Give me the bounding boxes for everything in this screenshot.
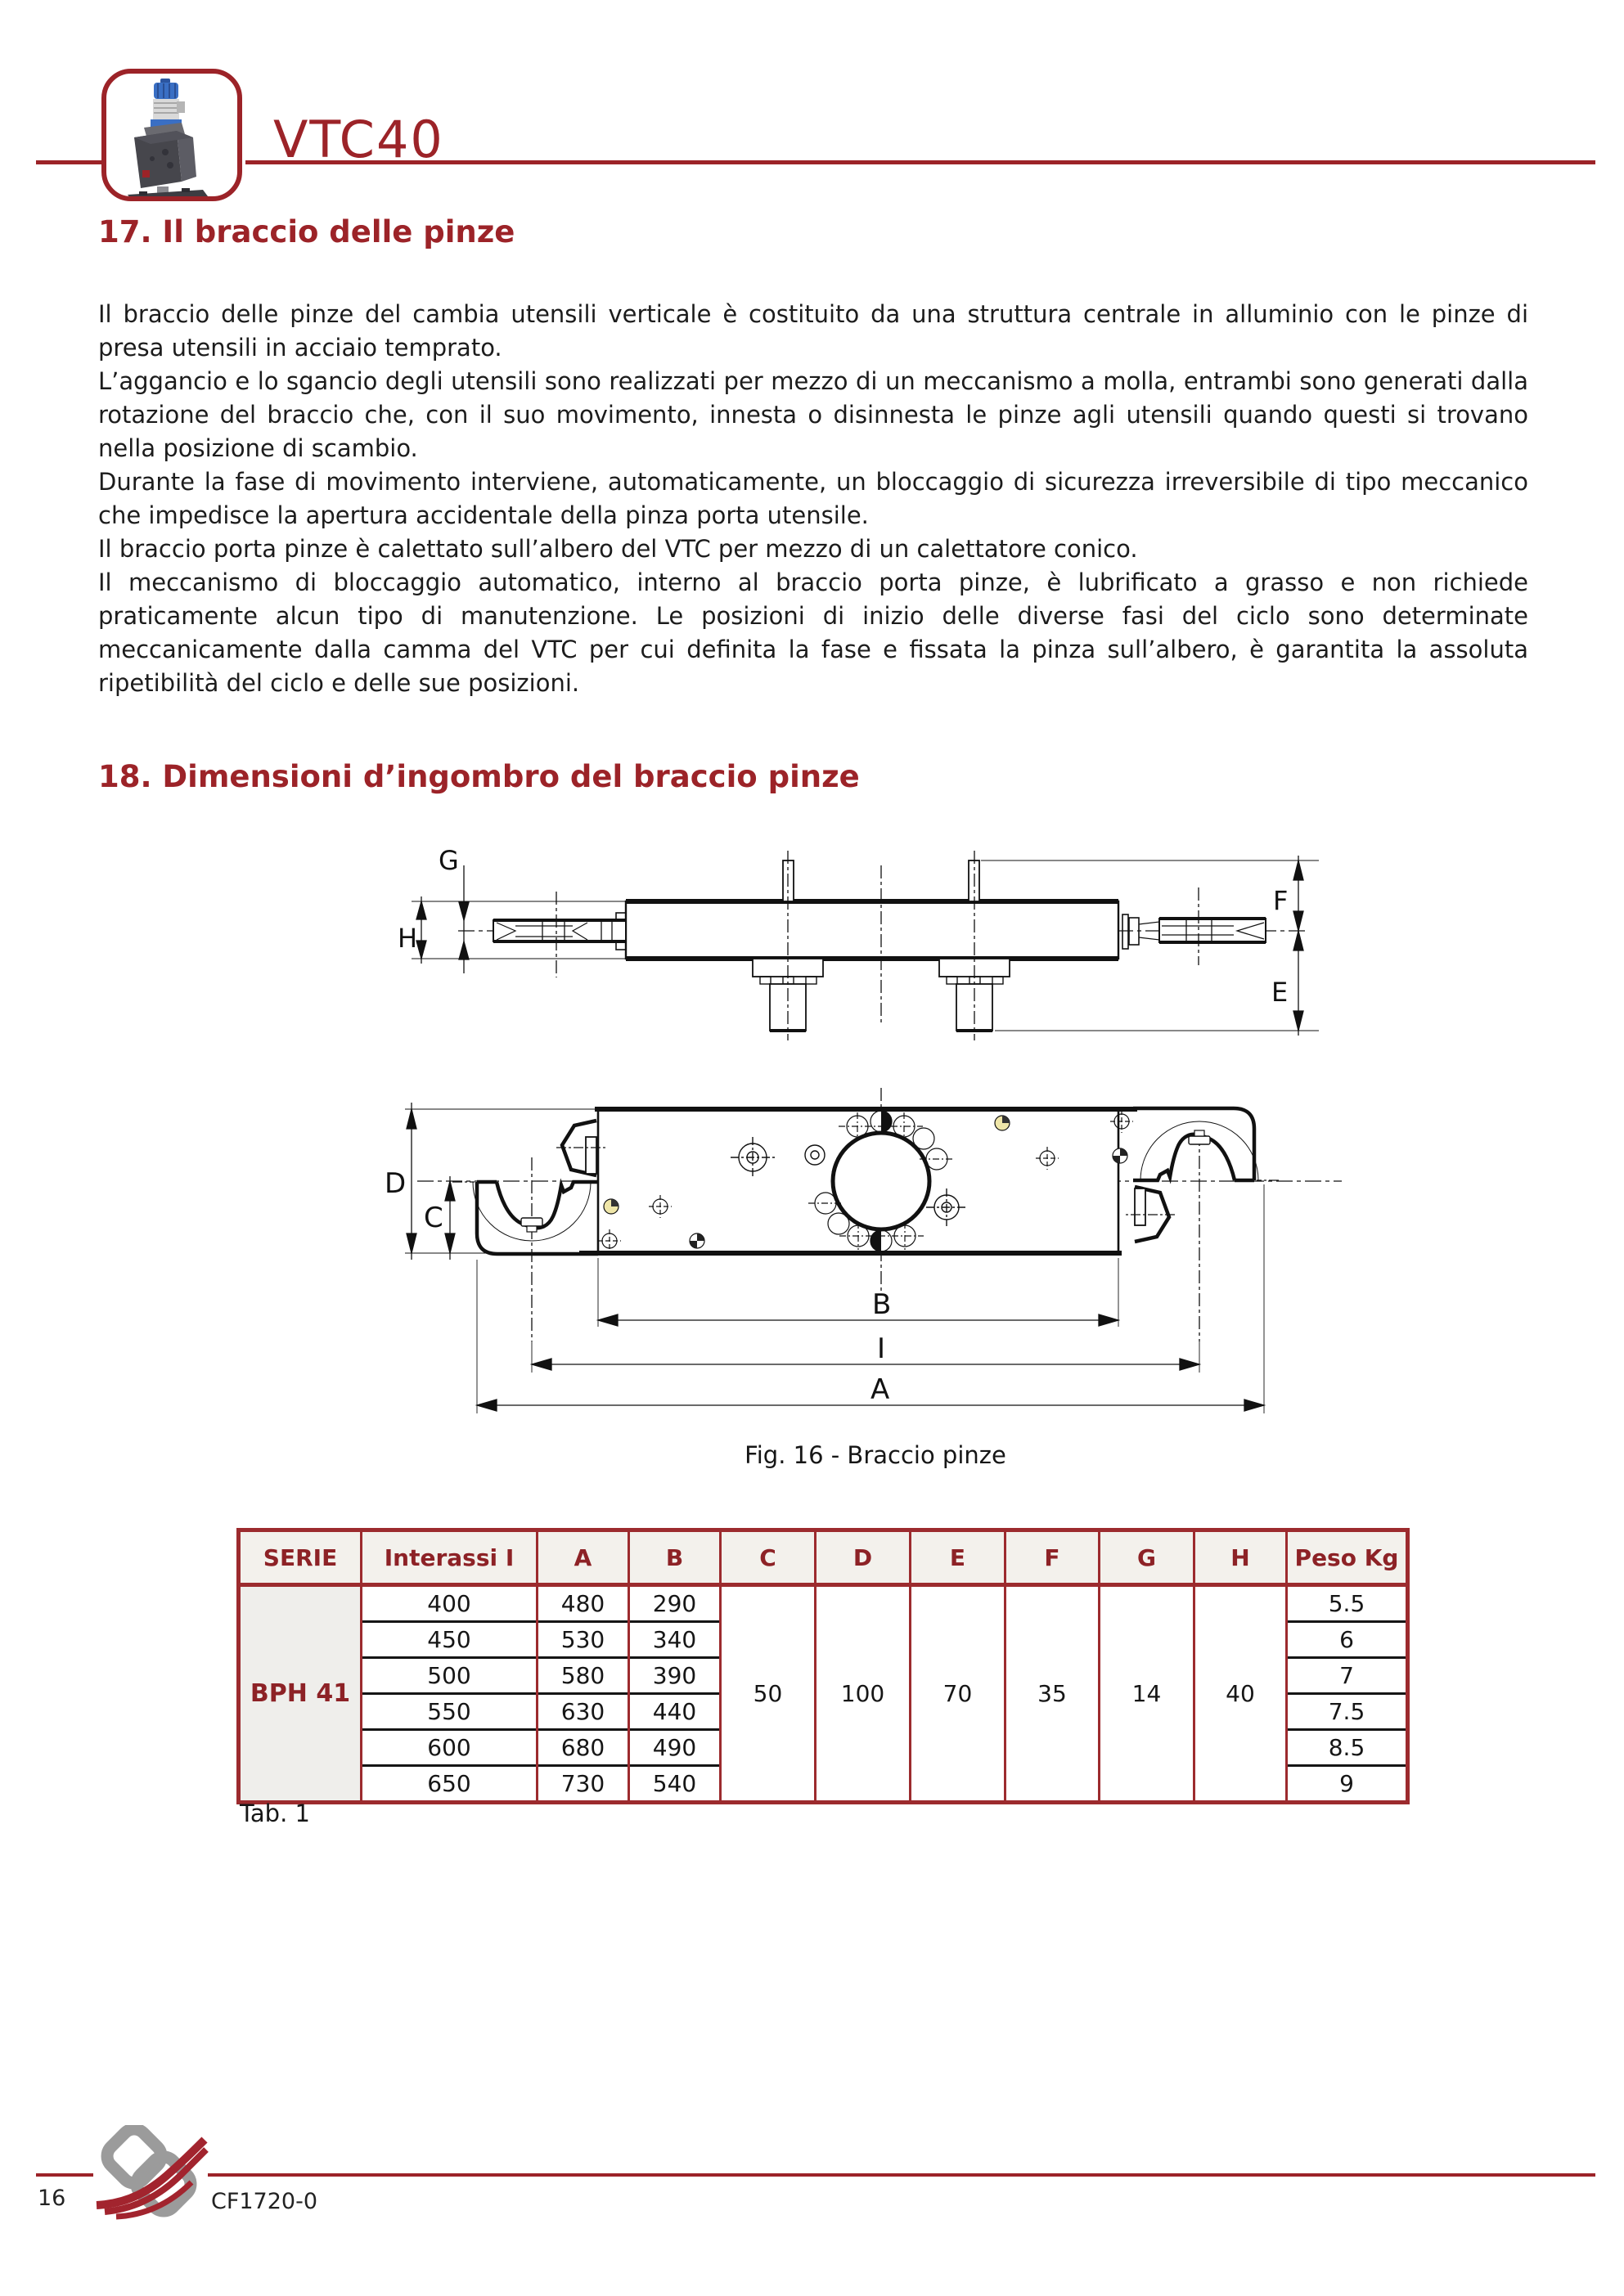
table-caption: Tab. 1 xyxy=(240,1800,310,1827)
dim-label-b: B xyxy=(872,1288,892,1321)
cell-interassi: 450 xyxy=(362,1622,538,1658)
doc-code: CF1720-0 xyxy=(211,2189,318,2214)
figure-caption: Fig. 16 - Braccio pinze xyxy=(745,1441,1006,1469)
cell-interassi: 500 xyxy=(362,1658,538,1694)
dim-label-h: H xyxy=(398,923,418,954)
col-header-serie: SERIE xyxy=(239,1530,362,1585)
page-number: 16 xyxy=(38,2186,66,2211)
section-17-body xyxy=(98,298,1528,700)
cell-d: 100 xyxy=(816,1585,911,1803)
cell-peso: 7 xyxy=(1287,1658,1408,1694)
cell-c: 50 xyxy=(721,1585,816,1803)
logo-box xyxy=(101,69,242,201)
cell-b: 490 xyxy=(629,1730,721,1766)
col-header-d: D xyxy=(816,1530,911,1585)
cell-g: 14 xyxy=(1100,1585,1194,1803)
cell-interassi: 650 xyxy=(362,1766,538,1803)
dim-label-c: C xyxy=(424,1202,443,1234)
footer-rule-right xyxy=(208,2173,1595,2177)
dim-label-f: F xyxy=(1273,885,1289,916)
col-header-peso: Peso Kg xyxy=(1287,1530,1408,1585)
footer-logo xyxy=(92,2125,210,2222)
cell-peso: 6 xyxy=(1287,1622,1408,1658)
cell-interassi: 550 xyxy=(362,1694,538,1730)
col-header-interassi: Interassi I xyxy=(362,1530,538,1585)
cell-a: 530 xyxy=(538,1622,629,1658)
cell-a: 680 xyxy=(538,1730,629,1766)
col-header-g: G xyxy=(1100,1530,1194,1585)
col-header-a: A xyxy=(538,1530,629,1585)
dim-label-d: D xyxy=(385,1167,407,1200)
col-header-e: E xyxy=(911,1530,1005,1585)
cell-b: 440 xyxy=(629,1694,721,1730)
cell-b: 340 xyxy=(629,1622,721,1658)
header-rule-right xyxy=(245,160,1595,164)
cell-a: 480 xyxy=(538,1585,629,1622)
paragraph: L’aggancio e lo sgancio degli utensili sono realizzati per mezzo di un meccanismo a molla, entrambi sono generati dalla rotazione del braccio che, con il suo movimento, innesta o disinnesta le pinze agli utensili quando questi si trovano nella posizione di scambio. xyxy=(98,367,1528,462)
cell-interassi: 600 xyxy=(362,1730,538,1766)
page-title: VTC40 xyxy=(273,110,444,169)
col-header-f: F xyxy=(1005,1530,1100,1585)
table-row xyxy=(239,1585,1408,1622)
section-18-heading: 18. Dimensioni d’ingombro del braccio pinze xyxy=(98,759,860,794)
machine-photo xyxy=(106,74,237,196)
paragraph: Il braccio porta pinze è calettato sull’albero del VTC per mezzo di un calettatore conico. xyxy=(98,535,1138,563)
dim-label-e: E xyxy=(1271,977,1289,1008)
cell-b: 540 xyxy=(629,1766,721,1803)
cell-peso: 5.5 xyxy=(1287,1585,1408,1622)
cell-e: 70 xyxy=(911,1585,1005,1803)
cell-interassi: 400 xyxy=(362,1585,538,1622)
col-header-h: H xyxy=(1194,1530,1287,1585)
cell-peso: 7.5 xyxy=(1287,1694,1408,1730)
table-header-row xyxy=(239,1530,1408,1585)
dim-label-g: G xyxy=(439,845,459,876)
cell-f: 35 xyxy=(1005,1585,1100,1803)
cell-peso: 8.5 xyxy=(1287,1730,1408,1766)
header-rule-left xyxy=(36,160,101,164)
cell-b: 290 xyxy=(629,1585,721,1622)
paragraph: Il braccio delle pinze del cambia utensili verticale è costituito da una struttura centrale in alluminio con le pinze di presa utensili in acciaio temprato. xyxy=(98,300,1528,362)
spec-table xyxy=(236,1528,1410,1804)
figure-drawing xyxy=(360,818,1391,1472)
dim-label-a: A xyxy=(870,1373,890,1406)
cell-b: 390 xyxy=(629,1658,721,1694)
section-17-heading: 17. Il braccio delle pinze xyxy=(98,214,515,249)
paragraph: Il meccanismo di bloccaggio automatico, interno al braccio porta pinze, è lubrificato a grasso e non richiede praticamente alcun tipo di manutenzione. Le posizioni di inizio delle diverse fasi del ciclo sono determinate meccanicamente dalla camma del VTC per cui definita la fase e fissata la pinza sull’albero, è garantita la assoluta ripetibilità del ciclo e delle sue posizioni. xyxy=(98,568,1528,697)
cell-serie: BPH 41 xyxy=(239,1585,362,1803)
cell-h: 40 xyxy=(1194,1585,1287,1803)
dim-label-i: I xyxy=(877,1332,886,1365)
footer-rule-left xyxy=(36,2173,93,2177)
col-header-c: C xyxy=(721,1530,816,1585)
paragraph: Durante la fase di movimento interviene, automaticamente, un bloccaggio di sicurezza irreversibile di tipo meccanico che impedisce la apertura accidentale della pinza porta utensile. xyxy=(98,468,1528,529)
cell-a: 730 xyxy=(538,1766,629,1803)
col-header-b: B xyxy=(629,1530,721,1585)
cell-a: 630 xyxy=(538,1694,629,1730)
cell-peso: 9 xyxy=(1287,1766,1408,1803)
cell-a: 580 xyxy=(538,1658,629,1694)
